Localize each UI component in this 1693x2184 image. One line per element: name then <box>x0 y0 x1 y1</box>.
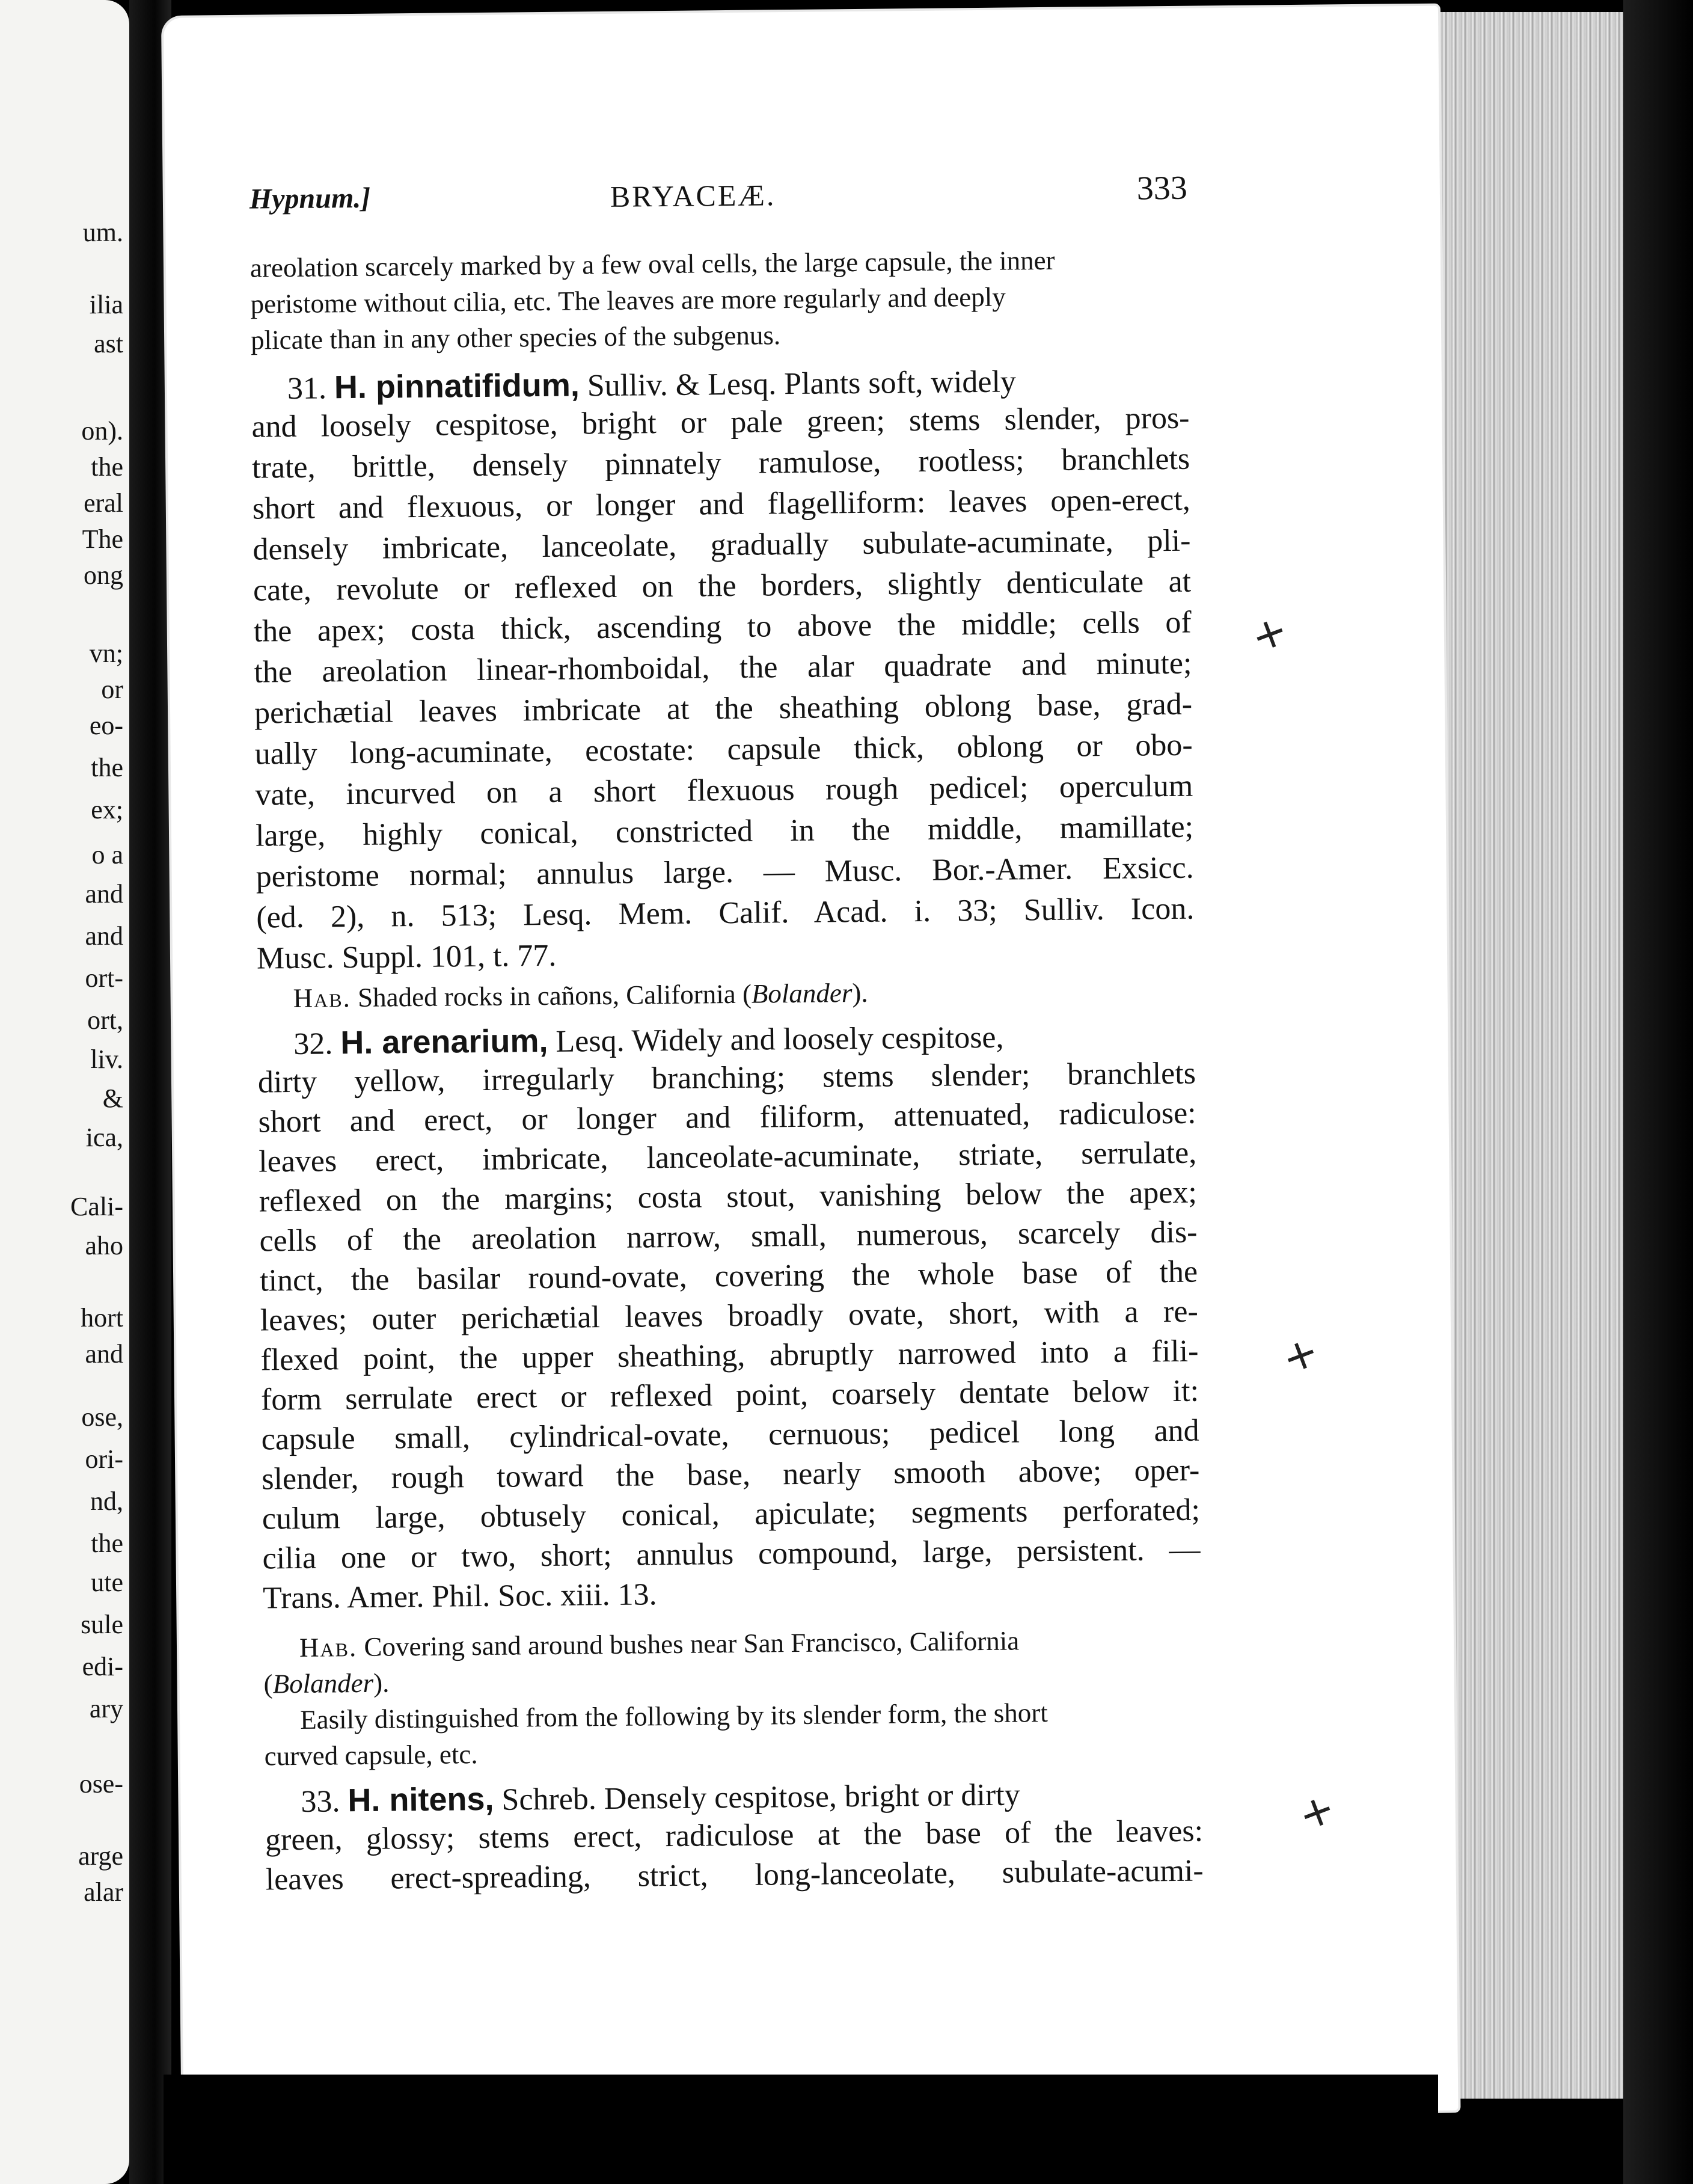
left-page-fragment: and <box>85 879 123 909</box>
left-page-fragment: the <box>91 1529 123 1558</box>
left-page-fragment: ex; <box>91 795 123 824</box>
page-number: 333 <box>1136 169 1188 207</box>
left-page-fragment: & <box>102 1084 123 1113</box>
species-32-habitat-collector: (Bolander). <box>263 1667 390 1699</box>
species-name: H. arenarium, <box>340 1022 548 1061</box>
intro-line: plicate than in any other species of the subgenus. <box>250 320 781 355</box>
left-page-fragment: and <box>85 1339 123 1369</box>
running-head-genus: Hypnum.] <box>249 182 371 215</box>
description-line: large, highly conical, constricted in the middle, mamillate; <box>255 809 1194 853</box>
left-page-fragment: ori- <box>85 1444 123 1474</box>
description-line: tinct, the basilar round-ovate, covering the whole base of the <box>259 1254 1198 1298</box>
habitat-text: Shaded rocks in cañons, California ( <box>357 978 752 1013</box>
running-head-family: BRYACEÆ. <box>610 178 776 213</box>
species-name: H. pinnatifidum, <box>334 367 580 406</box>
left-page-fragment: ary <box>89 1694 123 1723</box>
book-edge-shadow <box>1623 0 1693 2184</box>
species-text: Lesq. Widely and loosely cespitose, <box>556 1020 1004 1059</box>
description-line: (ed. 2), n. 513; Lesq. Mem. Calif. Acad. i. 33; Sulliv. Icon. <box>256 891 1195 935</box>
left-page-fragment: and <box>85 921 123 951</box>
margin-pencil-mark: + <box>1275 1325 1326 1384</box>
description-line: leaves erect-spreading, strict, long-lanceolate, subulate-acumi- <box>265 1853 1204 1897</box>
left-page-fragment: um. <box>82 218 123 247</box>
description-line: cilia one or two, short; annulus compound, large, persistent. — <box>262 1532 1201 1576</box>
habitat-label: Hab. <box>299 1632 358 1663</box>
left-page-fragment: ong <box>84 560 123 590</box>
left-page-fragment: ilia <box>89 290 123 319</box>
species-number: 33. <box>301 1784 340 1819</box>
description-line: ually long-acuminate, ecostate: capsule thick, oblong or obo- <box>254 728 1193 771</box>
left-page-fragment: arge <box>78 1841 123 1871</box>
running-header <box>249 169 1188 231</box>
left-page-fragment: nd, <box>90 1486 123 1516</box>
species-number: 32. <box>293 1026 333 1062</box>
description-line: dirty yellow, irregularly branching; stems slender; branchlets <box>257 1056 1196 1100</box>
left-page-fragment: ast <box>94 329 123 358</box>
habitat-text: Covering sand around bushes near San Francisco, California <box>364 1625 1020 1662</box>
left-page-fragment: liv. <box>90 1044 123 1074</box>
book-gutter <box>129 0 171 2184</box>
description-line: trate, brittle, densely pinnately ramulose, rootless; branchlets <box>251 441 1190 485</box>
left-page-fragment: sule <box>81 1610 123 1639</box>
left-facing-page <box>0 0 129 2184</box>
description-line: leaves; outer perichætial leaves broadly ovate, short, with a re- <box>260 1294 1199 1338</box>
book-page <box>164 6 1458 2123</box>
description-line: green, glossy; stems erect, radiculose at the base of the leaves: <box>265 1814 1204 1857</box>
margin-pencil-mark: + <box>1291 1782 1342 1841</box>
description-line: leaves erect, imbricate, lanceolate-acuminate, striate, serrulate, <box>258 1135 1197 1179</box>
description-line: Trans. Amer. Phil. Soc. xiii. 13. <box>262 1577 657 1616</box>
left-page-fragment: ica, <box>85 1123 123 1152</box>
species-number: 31. <box>287 371 327 406</box>
left-page-fragment: ort, <box>87 1005 123 1035</box>
species-name: H. nitens, <box>347 1781 494 1819</box>
species-text: Sulliv. & Lesq. Plants soft, widely <box>587 364 1017 403</box>
left-page-fragment: o a <box>91 840 123 870</box>
description-line: reflexed on the margins; costa stout, vanishing below the apex; <box>259 1175 1198 1219</box>
species-32-note: Easily distinguished from the following by its slender form, the short <box>299 1698 1048 1735</box>
left-page-fragment: the <box>91 452 123 482</box>
description-line: vate, incurved on a short flexuous rough pedicel; operculum <box>255 768 1193 812</box>
description-line: cells of the areolation narrow, small, numerous, scarcely dis- <box>259 1215 1198 1259</box>
habitat-collector: Bolander <box>751 978 853 1009</box>
description-line: peristome normal; annulus large. — Musc. Bor.-Amer. Exsicc. <box>256 850 1194 894</box>
left-page-fragment: ose- <box>79 1769 123 1799</box>
left-page-fragment: or <box>101 675 123 704</box>
left-page-fragment: the <box>91 753 123 782</box>
left-page-fragment: ute <box>91 1568 123 1597</box>
species-32-habitat <box>299 1621 1020 1666</box>
left-page-fragment: edi- <box>82 1652 123 1681</box>
species-32-note: curved capsule, etc. <box>264 1739 478 1771</box>
habitat-end: ). <box>852 977 868 1008</box>
species-text: Schreb. Densely cespitose, bright or dirty <box>501 1778 1020 1817</box>
description-line: densely imbricate, lanceolate, gradually subulate-acuminate, pli- <box>253 523 1191 567</box>
description-line: cate, revolute or reflexed on the borders, slightly denticulate at <box>253 564 1192 608</box>
left-page-fragment: alar <box>84 1877 123 1907</box>
description-line: slender, rough toward the base, nearly smooth above; oper- <box>262 1453 1200 1497</box>
species-31-habitat <box>293 974 868 1017</box>
description-line: Musc. Suppl. 101, t. 77. <box>256 938 557 976</box>
left-page-fragment: Cali- <box>70 1192 123 1221</box>
description-line: the areolation linear-rhomboidal, the alar quadrate and minute; <box>254 646 1192 690</box>
left-page-fragment: eral <box>84 488 123 518</box>
intro-line: peristome without cilia, etc. The leaves are more regularly and deeply <box>250 281 1006 319</box>
left-page-fragment: ose, <box>81 1402 123 1432</box>
description-line: flexed point, the upper sheathing, abruptly narrowed into a fili- <box>260 1334 1199 1378</box>
description-line: form serrulate erect or reflexed point, coarsely dentate below it: <box>260 1373 1199 1417</box>
description-line: and loosely cespitose, bright or pale green; stems slender, pros- <box>251 400 1190 444</box>
left-page-fragment: vn; <box>89 639 123 668</box>
description-line: perichætial leaves imbricate at the sheathing oblong base, grad- <box>254 687 1193 731</box>
left-page-fragment: eo- <box>89 711 123 740</box>
description-line: the apex; costa thick, ascending to above the middle; cells of <box>253 605 1192 649</box>
description-line: culum large, obtusely conical, apiculate; segments perforated; <box>262 1492 1201 1536</box>
description-line: short and erect, or longer and filiform, attenuated, radiculose: <box>258 1096 1196 1140</box>
description-line: short and flexuous, or longer and flagelliform: leaves open-erect, <box>252 482 1191 526</box>
left-page-fragment: hort <box>81 1303 123 1333</box>
margin-pencil-mark: + <box>1244 604 1295 663</box>
page-bottom-shadow <box>164 2075 1438 2184</box>
left-page-fragment: on). <box>81 416 123 446</box>
habitat-collector: Bolander <box>272 1667 374 1699</box>
description-line: capsule small, cylindrical-ovate, cernuous; pedicel long and <box>261 1413 1199 1457</box>
habitat-label: Hab. <box>293 983 352 1014</box>
left-page-fragment: The <box>82 524 123 554</box>
left-page-fragment: ort- <box>85 963 123 993</box>
left-page-fragment: aho <box>85 1231 123 1260</box>
intro-line: areolation scarcely marked by a few oval cells, the large capsule, the inner <box>250 245 1055 283</box>
